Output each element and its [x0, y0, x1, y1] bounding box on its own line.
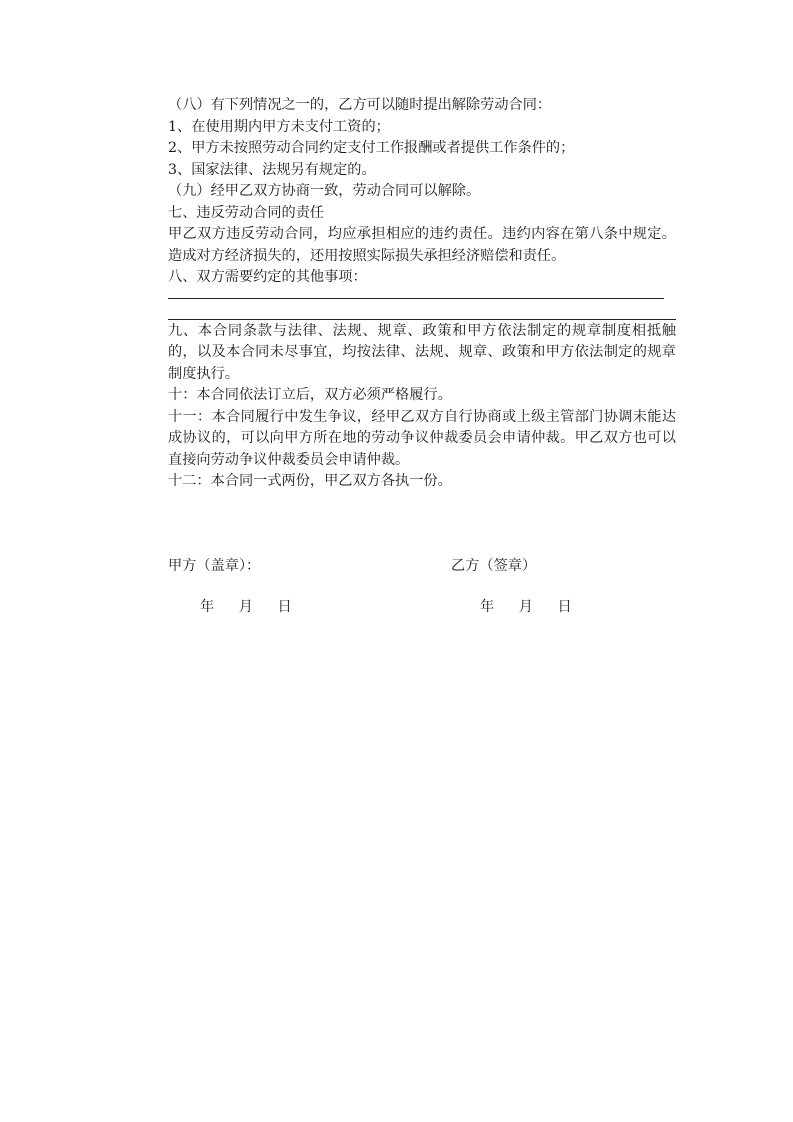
party-b-sign-label: 乙方（签章）	[451, 558, 537, 574]
section-7-body: 甲乙双方违反劳动合同，均应承担相应的违约责任。违约内容在第八条中规定。造成对方经济损失的，还用按照实际损失承担经济赔偿和责任。	[168, 226, 676, 264]
clause-8-item-2: 2、甲方未按照劳动合同约定支付工作报酬或者提供工作条件的；	[168, 140, 575, 156]
party-a-date-day: 日	[277, 599, 292, 615]
party-a-date-month: 月	[238, 599, 253, 615]
section-8-title: 八、双方需要约定的其他事项：	[168, 269, 367, 285]
party-a-seal-label: 甲方（盖章）：	[168, 558, 261, 574]
date-row	[168, 596, 676, 618]
party-b-date	[480, 596, 572, 616]
blank-line-2	[168, 319, 676, 320]
section-7-title: 七、违反劳动合同的责任	[168, 204, 325, 221]
clause-8-intro: （八）有下列情况之一的，乙方可以随时提出解除劳动合同：	[168, 97, 552, 113]
signature-row	[168, 555, 676, 577]
party-b-date-year: 年	[480, 599, 495, 615]
party-b-date-day: 日	[557, 599, 572, 615]
blank-line-1	[168, 298, 664, 299]
section-10: 十：本合同依法订立后，双方必须严格履行。	[168, 387, 452, 403]
contract-body	[168, 95, 676, 493]
party-a-date	[200, 596, 292, 616]
section-12: 十二：本合同一式两份，甲乙双方各执一份。	[168, 473, 452, 489]
section-9: 九、本合同条款与法律、法规、规章、政策和甲方依法制定的规章制度相抵触的，以及本合同未尽事宜，均按法律、法规、规章、政策和甲方依法制定的规章制度执行。	[168, 322, 676, 382]
clause-8-item-1: 1、在使用期内甲方未支付工资的；	[168, 118, 390, 135]
section-11: 十一：本合同履行中发生争议，经甲乙双方自行协商或上级主管部门协调未能达成协议的，可以向甲方所在地的劳动争议仲裁委员会申请仲裁。甲乙双方也可以直接向劳动争议仲裁委员会申请仲裁。	[168, 408, 676, 468]
party-a-date-year: 年	[200, 599, 215, 615]
clause-8-item-3: 3、国家法律、法规另有规定的。	[168, 161, 376, 178]
clause-9: （九）经甲乙双方协商一致，劳动合同可以解除。	[168, 183, 481, 199]
party-b-date-month: 月	[518, 599, 533, 615]
